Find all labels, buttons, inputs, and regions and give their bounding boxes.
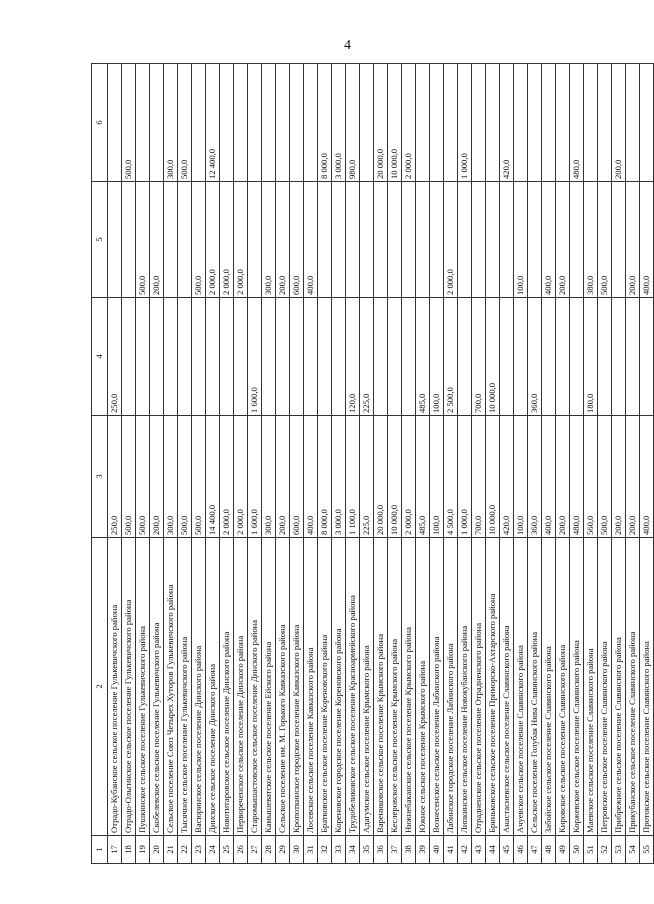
column-6-amount-cell <box>626 64 640 182</box>
column-6-amount-cell <box>528 64 542 182</box>
total-amount-cell: 560,0 <box>584 416 598 538</box>
row-number-cell: 55 <box>640 836 654 864</box>
total-amount-cell: 250,0 <box>108 416 122 538</box>
settlement-name-cell: Петровское сельское поселение Славянского района <box>598 538 612 836</box>
table-row <box>290 64 304 864</box>
total-amount-cell: 400,0 <box>640 416 654 538</box>
column-4-amount-cell <box>150 298 164 416</box>
column-5-amount-cell: 100,0 <box>514 182 528 298</box>
total-amount-cell: 1 600,0 <box>248 416 262 538</box>
table-row <box>458 64 472 864</box>
settlement-name-cell: Южное сельское поселение Крымского района <box>416 538 430 836</box>
column-4-amount-cell <box>234 298 248 416</box>
column-6-amount-cell <box>542 64 556 182</box>
total-amount-cell: 200,0 <box>556 416 570 538</box>
column-6-amount-cell <box>598 64 612 182</box>
budget-allocation-table <box>91 63 654 864</box>
row-number-cell: 47 <box>528 836 542 864</box>
settlement-name-cell: Старомышастовское сельское поселение Динского района <box>248 538 262 836</box>
total-amount-cell: 500,0 <box>178 416 192 538</box>
settlement-name-cell: Скобелевское сельское поселение Гулькевичского района <box>150 538 164 836</box>
column-6-amount-cell <box>514 64 528 182</box>
column-4-amount-cell <box>640 298 654 416</box>
column-5-amount-cell <box>178 182 192 298</box>
table-row <box>262 64 276 864</box>
total-amount-cell: 10 000,0 <box>486 416 500 538</box>
column-5-amount-cell: 2 000,0 <box>220 182 234 298</box>
column-6-amount-cell: 8 000,0 <box>318 64 332 182</box>
total-amount-cell: 300,0 <box>164 416 178 538</box>
column-6-amount-cell <box>192 64 206 182</box>
column-6-amount-cell: 1 000,0 <box>458 64 472 182</box>
total-amount-cell: 200,0 <box>276 416 290 538</box>
table-row <box>430 64 444 864</box>
table-row <box>318 64 332 864</box>
column-5-amount-cell: 400,0 <box>640 182 654 298</box>
row-number-cell: 25 <box>220 836 234 864</box>
row-number-cell: 40 <box>430 836 444 864</box>
table-row <box>220 64 234 864</box>
total-amount-cell: 480,0 <box>570 416 584 538</box>
row-number-cell: 23 <box>192 836 206 864</box>
column-5-amount-cell <box>416 182 430 298</box>
total-amount-cell: 14 400,0 <box>206 416 220 538</box>
total-amount-cell: 360,0 <box>528 416 542 538</box>
table-row <box>402 64 416 864</box>
table-row <box>234 64 248 864</box>
row-number-cell: 33 <box>332 836 346 864</box>
column-5-amount-cell <box>318 182 332 298</box>
settlement-name-cell: Кореновское городское поселение Кореновского района <box>332 538 346 836</box>
settlement-name-cell: Отрадо-Ольгинское сельское поселение Гулькевичского района <box>122 538 136 836</box>
column-4-amount-cell <box>192 298 206 416</box>
row-number-cell: 28 <box>262 836 276 864</box>
table-row <box>584 64 598 864</box>
column-6-amount-cell <box>220 64 234 182</box>
table-row <box>178 64 192 864</box>
settlement-name-cell: Кировское сельское поселение Славянского района <box>556 538 570 836</box>
settlement-name-cell: Трудобеликовское сельское поселение Красноармейского района <box>346 538 360 836</box>
settlement-name-cell: Нижнебаканское сельское поселение Крымского района <box>402 538 416 836</box>
table-row <box>570 64 584 864</box>
column-6-amount-cell: 420,0 <box>500 64 514 182</box>
row-number-cell: 21 <box>164 836 178 864</box>
column-4-amount-cell <box>220 298 234 416</box>
row-number-cell: 53 <box>612 836 626 864</box>
settlement-name-cell: Васюринское сельское поселение Динского района <box>192 538 206 836</box>
settlement-name-cell: Протокское сельское поселение Славянского района <box>640 538 654 836</box>
column-4-amount-cell: 180,0 <box>584 298 598 416</box>
total-amount-cell: 4 500,0 <box>444 416 458 538</box>
settlement-name-cell: Вознесенское сельское поселение Лабинского района <box>430 538 444 836</box>
row-number-cell: 24 <box>206 836 220 864</box>
rotated-table-area <box>91 64 652 864</box>
column-6-amount-cell <box>640 64 654 182</box>
table-row <box>528 64 542 864</box>
total-amount-cell: 20 000,0 <box>374 416 388 538</box>
column-4-amount-cell: 120,0 <box>346 298 360 416</box>
row-number-cell: 22 <box>178 836 192 864</box>
row-number-cell: 43 <box>472 836 486 864</box>
table-row <box>416 64 430 864</box>
column-5-amount-cell <box>612 182 626 298</box>
column-6-amount-cell: 12 400,0 <box>206 64 220 182</box>
column-5-amount-cell: 500,0 <box>136 182 150 298</box>
total-amount-cell: 100,0 <box>514 416 528 538</box>
column-5-amount-cell: 200,0 <box>556 182 570 298</box>
column-6-amount-cell <box>304 64 318 182</box>
table-row <box>164 64 178 864</box>
table-row <box>640 64 654 864</box>
column-5-amount-cell <box>164 182 178 298</box>
column-5-amount-cell: 380,0 <box>584 182 598 298</box>
total-amount-cell: 1 100,0 <box>346 416 360 538</box>
column-5-amount-cell: 2 000,0 <box>444 182 458 298</box>
table-row <box>108 64 122 864</box>
table-row <box>500 64 514 864</box>
column-6-amount-cell: 480,0 <box>570 64 584 182</box>
row-number-cell: 46 <box>514 836 528 864</box>
table-row <box>626 64 640 864</box>
total-amount-cell: 400,0 <box>542 416 556 538</box>
table-row <box>542 64 556 864</box>
column-5-amount-cell: 500,0 <box>192 182 206 298</box>
table-header-row <box>92 64 108 864</box>
total-amount-cell: 2 000,0 <box>234 416 248 538</box>
row-number-cell: 36 <box>374 836 388 864</box>
settlement-name-cell: Коржевское сельское поселение Славянского района <box>570 538 584 836</box>
column-5-amount-cell <box>374 182 388 298</box>
settlement-name-cell: Лабинское городское поселение Лабинского района <box>444 538 458 836</box>
total-amount-cell: 420,0 <box>500 416 514 538</box>
settlement-name-cell: Первореченское сельское поселение Динского района <box>234 538 248 836</box>
row-number-cell: 37 <box>388 836 402 864</box>
total-amount-cell: 500,0 <box>598 416 612 538</box>
row-number-cell: 19 <box>136 836 150 864</box>
settlement-name-cell: Отрадненское сельское поселение Отрадненского района <box>472 538 486 836</box>
table-row <box>136 64 150 864</box>
column-4-amount-cell: 1 600,0 <box>248 298 262 416</box>
column-5-amount-cell <box>402 182 416 298</box>
column-4-amount-cell <box>304 298 318 416</box>
total-amount-cell: 500,0 <box>192 416 206 538</box>
column-4-amount-cell: 2 500,0 <box>444 298 458 416</box>
column-6-amount-cell <box>276 64 290 182</box>
column-6-amount-cell <box>108 64 122 182</box>
column-4-amount-cell <box>570 298 584 416</box>
total-amount-cell: 300,0 <box>262 416 276 538</box>
column-4-amount-cell: 10 000,0 <box>486 298 500 416</box>
column-5-amount-cell <box>528 182 542 298</box>
column-6-amount-cell: 500,0 <box>122 64 136 182</box>
column-6-amount-cell: 3 000,0 <box>332 64 346 182</box>
column-4-amount-cell <box>164 298 178 416</box>
settlement-name-cell: Забойское сельское поселение Славянского района <box>542 538 556 836</box>
settlement-name-cell: Бриньковское сельское поселение Приморско-Ахтарского района <box>486 538 500 836</box>
column-6-amount-cell <box>360 64 374 182</box>
column-4-amount-cell <box>374 298 388 416</box>
row-number-cell: 41 <box>444 836 458 864</box>
row-number-cell: 52 <box>598 836 612 864</box>
column-4-amount-cell <box>262 298 276 416</box>
table-row <box>486 64 500 864</box>
total-amount-cell: 400,0 <box>304 416 318 538</box>
column-5-amount-cell <box>430 182 444 298</box>
total-amount-cell: 485,0 <box>416 416 430 538</box>
settlement-name-cell: Кеслеровское сельское поселение Крымского района <box>388 538 402 836</box>
row-number-cell: 31 <box>304 836 318 864</box>
column-4-amount-cell <box>332 298 346 416</box>
column-6-amount-cell <box>444 64 458 182</box>
table-row <box>444 64 458 864</box>
settlement-name-cell: Сельское поселение Союз Четырех Хуторов Гулькевичского района <box>164 538 178 836</box>
table-row <box>612 64 626 864</box>
settlement-name-cell: Кропоткинское городское поселение Кавказского района <box>290 538 304 836</box>
row-number-cell: 27 <box>248 836 262 864</box>
column-6-amount-cell: 980,0 <box>346 64 360 182</box>
column-6-amount-cell <box>234 64 248 182</box>
rotated-table-container <box>91 64 652 864</box>
settlement-name-cell: Отрадо-Кубанское сельское поселение Гулькевичского района <box>108 538 122 836</box>
column-4-amount-cell: 700,0 <box>472 298 486 416</box>
column-6-amount-cell: 2 000,0 <box>402 64 416 182</box>
settlement-name-cell: Сельское поселение им. М. Горького Кавказского района <box>276 538 290 836</box>
settlement-name-cell: Сельское поселение Голубая Нива Славянского района <box>528 538 542 836</box>
settlement-name-cell: Липкинское сельское поселение Новокубанского района <box>458 538 472 836</box>
total-amount-cell: 200,0 <box>612 416 626 538</box>
table-body <box>108 64 654 864</box>
table-row <box>248 64 262 864</box>
column-5-amount-cell: 600,0 <box>290 182 304 298</box>
column-4-amount-cell <box>514 298 528 416</box>
column-5-amount-cell <box>458 182 472 298</box>
column-4-amount-cell: 485,0 <box>416 298 430 416</box>
total-amount-cell: 1 000,0 <box>458 416 472 538</box>
settlement-name-cell: Прикубанское сельское поселение Славянского района <box>626 538 640 836</box>
total-amount-cell: 100,0 <box>430 416 444 538</box>
table-row <box>206 64 220 864</box>
column-4-amount-cell: 360,0 <box>528 298 542 416</box>
total-amount-cell: 3 000,0 <box>332 416 346 538</box>
row-number-cell: 51 <box>584 836 598 864</box>
column-5-amount-cell <box>472 182 486 298</box>
header-cell: 6 <box>92 64 108 182</box>
header-cell: 5 <box>92 182 108 298</box>
table-row <box>556 64 570 864</box>
settlement-name-cell: Адагумское сельское поселение Крымского района <box>360 538 374 836</box>
column-4-amount-cell <box>458 298 472 416</box>
column-4-amount-cell <box>122 298 136 416</box>
row-number-cell: 54 <box>626 836 640 864</box>
column-4-amount-cell <box>388 298 402 416</box>
header-cell: 3 <box>92 416 108 538</box>
column-6-amount-cell <box>486 64 500 182</box>
settlement-name-cell: Новотитаровское сельское поселение Динского района <box>220 538 234 836</box>
header-cell: 4 <box>92 298 108 416</box>
total-amount-cell: 10 000,0 <box>388 416 402 538</box>
column-4-amount-cell <box>556 298 570 416</box>
column-4-amount-cell <box>276 298 290 416</box>
row-number-cell: 44 <box>486 836 500 864</box>
column-5-amount-cell <box>332 182 346 298</box>
settlement-name-cell: Тысячное сельское поселение Гулькевичского района <box>178 538 192 836</box>
column-4-amount-cell: 250,0 <box>108 298 122 416</box>
column-5-amount-cell <box>570 182 584 298</box>
table-row <box>332 64 346 864</box>
row-number-cell: 39 <box>416 836 430 864</box>
row-number-cell: 20 <box>150 836 164 864</box>
column-6-amount-cell <box>150 64 164 182</box>
column-4-amount-cell <box>626 298 640 416</box>
column-6-amount-cell: 20 000,0 <box>374 64 388 182</box>
row-number-cell: 26 <box>234 836 248 864</box>
column-4-amount-cell <box>318 298 332 416</box>
column-4-amount-cell: 225,0 <box>360 298 374 416</box>
column-6-amount-cell <box>248 64 262 182</box>
table-row <box>360 64 374 864</box>
header-cell: 1 <box>92 836 108 864</box>
column-4-amount-cell <box>402 298 416 416</box>
column-5-amount-cell <box>248 182 262 298</box>
column-5-amount-cell: 400,0 <box>304 182 318 298</box>
row-number-cell: 29 <box>276 836 290 864</box>
table-row <box>276 64 290 864</box>
column-4-amount-cell <box>598 298 612 416</box>
column-6-amount-cell: 500,0 <box>178 64 192 182</box>
column-6-amount-cell <box>556 64 570 182</box>
row-number-cell: 38 <box>402 836 416 864</box>
column-5-amount-cell <box>486 182 500 298</box>
table-row <box>304 64 318 864</box>
total-amount-cell: 2 000,0 <box>402 416 416 538</box>
column-6-amount-cell: 300,0 <box>164 64 178 182</box>
row-number-cell: 49 <box>556 836 570 864</box>
column-5-amount-cell: 2 000,0 <box>234 182 248 298</box>
total-amount-cell: 200,0 <box>150 416 164 538</box>
column-5-amount-cell <box>500 182 514 298</box>
column-6-amount-cell <box>584 64 598 182</box>
row-number-cell: 50 <box>570 836 584 864</box>
column-5-amount-cell: 400,0 <box>542 182 556 298</box>
total-amount-cell: 700,0 <box>472 416 486 538</box>
column-5-amount-cell: 200,0 <box>150 182 164 298</box>
table-row <box>346 64 360 864</box>
settlement-name-cell: Ачуевское сельское поселение Славянского района <box>514 538 528 836</box>
settlement-name-cell: Варениковское сельское поселение Крымского района <box>374 538 388 836</box>
table-row <box>192 64 206 864</box>
settlement-name-cell: Пушкинское сельское поселение Гулькевичского района <box>136 538 150 836</box>
column-6-amount-cell <box>416 64 430 182</box>
row-number-cell: 18 <box>122 836 136 864</box>
row-number-cell: 48 <box>542 836 556 864</box>
row-number-cell: 32 <box>318 836 332 864</box>
settlement-name-cell: Лосевское сельское поселение Кавказского района <box>304 538 318 836</box>
column-5-amount-cell <box>360 182 374 298</box>
column-5-amount-cell: 2 000,0 <box>206 182 220 298</box>
total-amount-cell: 500,0 <box>136 416 150 538</box>
settlement-name-cell: Динское сельское поселение Динского района <box>206 538 220 836</box>
table-row <box>374 64 388 864</box>
row-number-cell: 34 <box>346 836 360 864</box>
page-number: 4 <box>344 38 351 53</box>
column-6-amount-cell <box>430 64 444 182</box>
column-5-amount-cell: 500,0 <box>598 182 612 298</box>
column-6-amount-cell <box>290 64 304 182</box>
column-4-amount-cell <box>206 298 220 416</box>
header-cell: 2 <box>92 538 108 836</box>
total-amount-cell: 2 000,0 <box>220 416 234 538</box>
column-6-amount-cell: 10 000,0 <box>388 64 402 182</box>
table-row <box>598 64 612 864</box>
table-row <box>122 64 136 864</box>
column-5-amount-cell: 200,0 <box>626 182 640 298</box>
column-6-amount-cell <box>472 64 486 182</box>
settlement-name-cell: Прибрежное сельское поселение Славянского района <box>612 538 626 836</box>
column-4-amount-cell <box>136 298 150 416</box>
column-4-amount-cell <box>612 298 626 416</box>
column-5-amount-cell <box>122 182 136 298</box>
table-row <box>472 64 486 864</box>
column-4-amount-cell <box>500 298 514 416</box>
column-5-amount-cell: 200,0 <box>276 182 290 298</box>
column-5-amount-cell <box>388 182 402 298</box>
settlement-name-cell: Камышеватское сельское поселение Ейского района <box>262 538 276 836</box>
column-4-amount-cell <box>178 298 192 416</box>
settlement-name-cell: Анастасиевское сельское поселение Славянского района <box>500 538 514 836</box>
table-row <box>388 64 402 864</box>
table-row <box>150 64 164 864</box>
settlement-name-cell: Братковское сельское поселение Кореновского района <box>318 538 332 836</box>
column-5-amount-cell: 300,0 <box>262 182 276 298</box>
column-6-amount-cell: 200,0 <box>612 64 626 182</box>
row-number-cell: 35 <box>360 836 374 864</box>
table-row <box>514 64 528 864</box>
total-amount-cell: 500,0 <box>122 416 136 538</box>
column-4-amount-cell <box>290 298 304 416</box>
column-6-amount-cell <box>262 64 276 182</box>
total-amount-cell: 8 000,0 <box>318 416 332 538</box>
column-5-amount-cell <box>108 182 122 298</box>
row-number-cell: 17 <box>108 836 122 864</box>
column-4-amount-cell: 100,0 <box>430 298 444 416</box>
column-4-amount-cell <box>542 298 556 416</box>
total-amount-cell: 225,0 <box>360 416 374 538</box>
total-amount-cell: 200,0 <box>626 416 640 538</box>
column-6-amount-cell <box>136 64 150 182</box>
total-amount-cell: 600,0 <box>290 416 304 538</box>
row-number-cell: 45 <box>500 836 514 864</box>
settlement-name-cell: Маевское сельское поселение Славянского района <box>584 538 598 836</box>
column-5-amount-cell <box>346 182 360 298</box>
row-number-cell: 42 <box>458 836 472 864</box>
row-number-cell: 30 <box>290 836 304 864</box>
